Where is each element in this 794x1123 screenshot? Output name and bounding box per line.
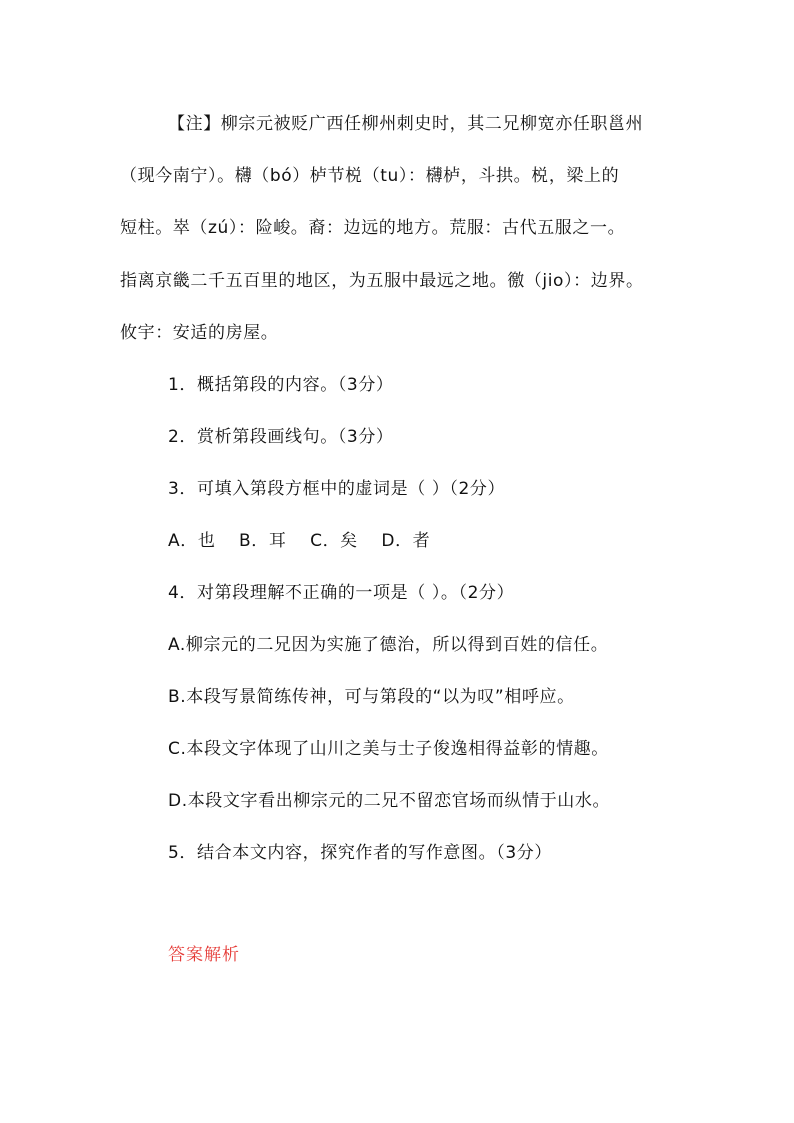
note-line-3: 短柱。崒（zú）：险峻。裔：边远的地方。荒服：古代五服之一。 [120, 218, 626, 238]
question-4: 4．对第段理解不正确的一项是（ ）。（2分） [168, 583, 515, 603]
note-line-2: （现今南宁）。欂（bó）栌节棁（tu）：欂栌，斗拱。棁，梁上的 [120, 166, 620, 186]
note-line-1: 【注】柳宗元被贬广西任柳州刺史时，其二兄柳宽亦任职邕州 [168, 114, 644, 134]
question-5: 5．结合本文内容，探究作者的写作意图。（3分） [168, 843, 552, 863]
note-line-5: 攸宇：安适的房屋。 [120, 323, 279, 343]
question-3-options: A．也 B．耳 C．矣 D．者 [168, 531, 431, 551]
question-1: 1．概括第段的内容。（3分） [168, 375, 394, 395]
question-3: 3．可填入第段方框中的虚词是（ ）（2分） [168, 479, 506, 499]
question-4-option-b: B.本段写景简练传神，可与第段的“以为叹”相呼应。 [168, 687, 575, 707]
question-2: 2．赏析第段画线句。（3分） [168, 427, 394, 447]
question-4-option-a: A.柳宗元的二兄因为实施了德治，所以得到百姓的信任。 [168, 635, 609, 655]
answer-heading: 答案解析 [168, 945, 240, 965]
question-4-option-c: C.本段文字体现了山川之美与士子俊逸相得益彰的情趣。 [168, 739, 609, 759]
question-4-option-d: D.本段文字看出柳宗元的二兄不留恋官场而纵情于山水。 [168, 791, 611, 811]
note-line-4: 指离京畿二千五百里的地区，为五服中最远之地。徼（jio）：边界。 [120, 271, 644, 291]
